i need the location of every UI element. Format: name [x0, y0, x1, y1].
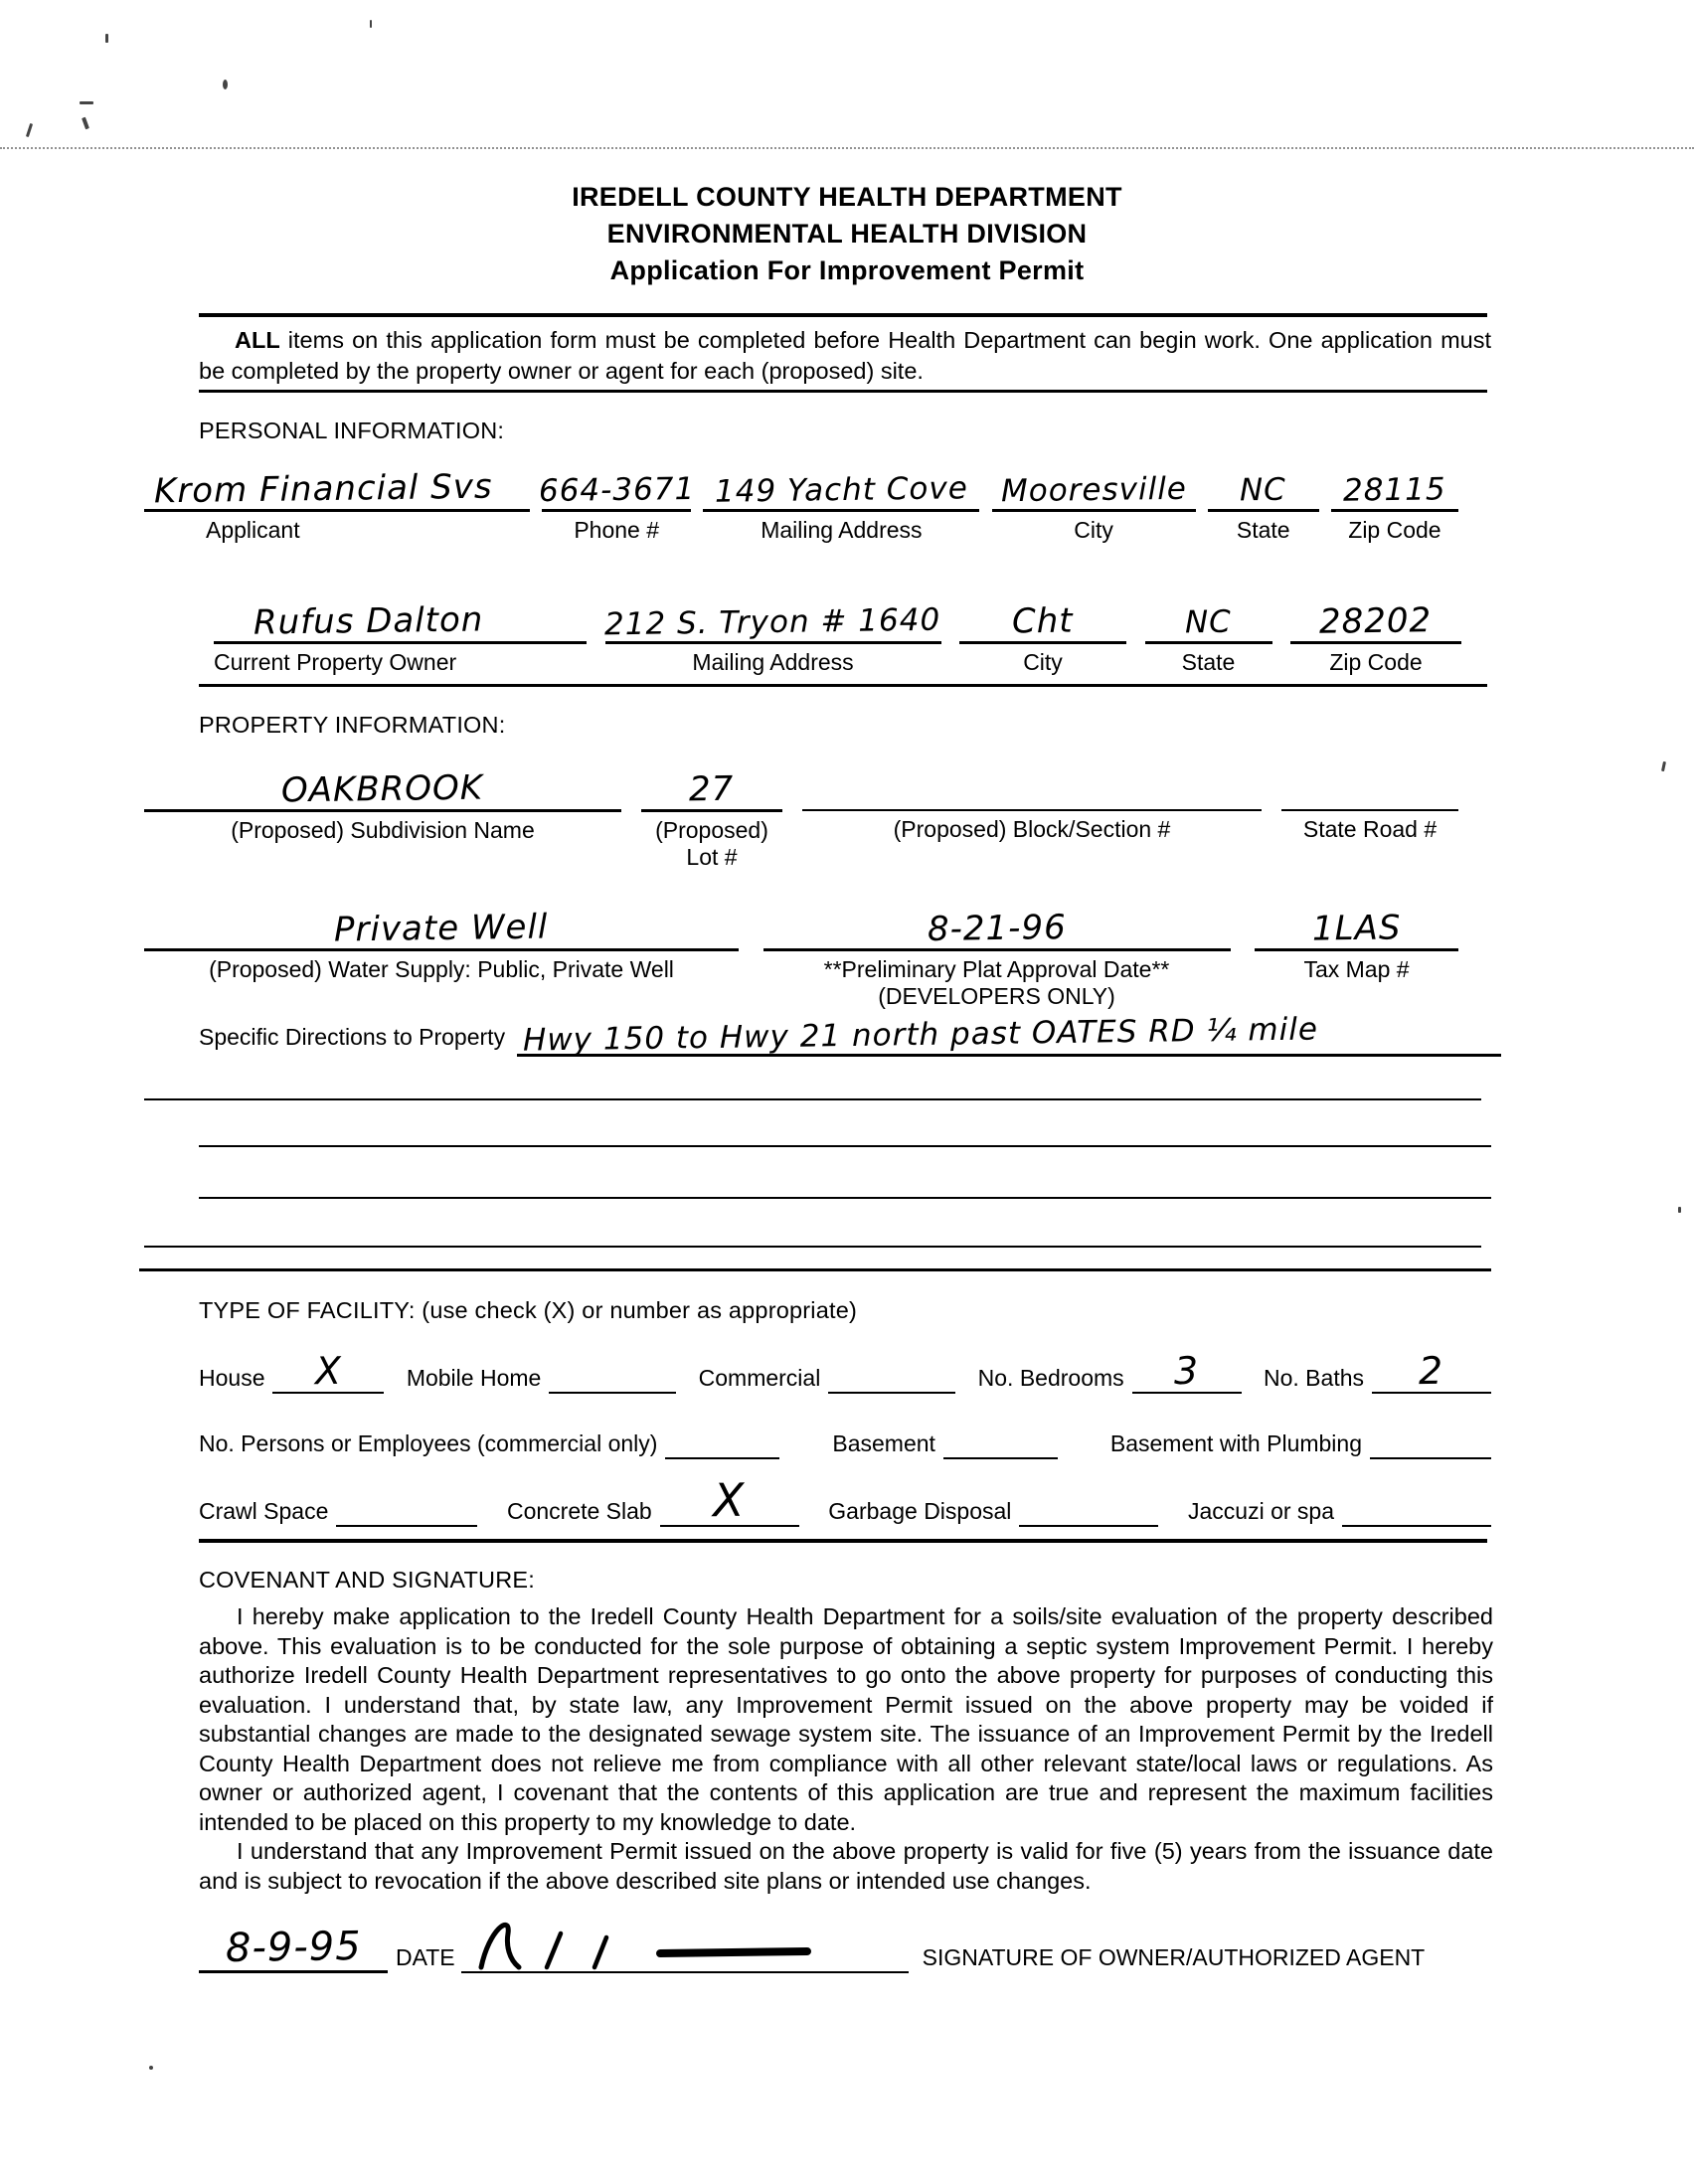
scan-artifact — [82, 117, 89, 130]
basement-field — [832, 1430, 1058, 1459]
phone-value: 664-3671 — [538, 470, 696, 510]
state-field — [1208, 447, 1319, 544]
owner-city-value: Cht — [1011, 600, 1075, 642]
divider-rule — [199, 1539, 1487, 1543]
plat-date-label: **Preliminary Plat Approval Date** — [823, 956, 1170, 982]
owner-mailing-field — [605, 580, 941, 676]
mobile-home-label: Mobile Home — [406, 1365, 542, 1391]
directions-label: Specific Directions to Property — [199, 1024, 506, 1050]
bedrooms-value: 3 — [1173, 1348, 1200, 1394]
blank-line — [199, 1145, 1491, 1147]
city-value: Mooresville — [1000, 470, 1187, 510]
covenant-heading: COVENANT AND SIGNATURE: — [199, 1567, 536, 1593]
signature-scribble — [461, 1912, 909, 1971]
water-supply-value: Private Well — [334, 907, 549, 950]
bedrooms-label: No. Bedrooms — [977, 1365, 1124, 1391]
mailing-address-value: 149 Yacht Cove — [714, 470, 969, 510]
owner-zip-value: 28202 — [1319, 600, 1433, 642]
owner-field — [214, 580, 587, 676]
plat-date-value: 8-21-96 — [927, 908, 1067, 949]
block-section-field — [802, 748, 1262, 871]
divider-rule — [199, 313, 1487, 317]
blank-line — [199, 1197, 1491, 1199]
owner-mailing-value: 212 S. Tryon # 1640 — [604, 601, 941, 643]
baths-label: No. Baths — [1264, 1365, 1364, 1391]
garbage-disposal-field — [828, 1498, 1158, 1527]
water-supply-label: (Proposed) Water Supply: Public, Private Well — [209, 956, 674, 982]
mobile-home-field — [407, 1365, 677, 1394]
scan-artifact — [80, 101, 93, 104]
tax-map-label: Tax Map # — [1303, 956, 1410, 982]
personal-row-applicant — [144, 447, 1458, 544]
owner-zip-label: Zip Code — [1329, 649, 1423, 675]
bedrooms-field — [977, 1348, 1242, 1394]
personal-info-heading: PERSONAL INFORMATION: — [199, 418, 505, 443]
city-field — [992, 447, 1196, 544]
lot-label: (Proposed) Lot # — [655, 817, 768, 870]
concrete-slab-field — [506, 1472, 799, 1528]
owner-state-value: NC — [1184, 603, 1233, 641]
directions-line — [517, 1002, 1501, 1057]
scan-artifact — [149, 2066, 153, 2070]
blank-line — [144, 1246, 1481, 1248]
property-row-subdivision — [144, 748, 1458, 871]
house-label: House — [199, 1365, 265, 1391]
signature-row — [199, 1911, 1496, 1973]
persons-label: No. Persons or Employees (commercial only) — [199, 1430, 658, 1456]
zip-field — [1331, 447, 1458, 544]
form-title-line2: ENVIRONMENTAL HEALTH DIVISION — [606, 219, 1088, 249]
scan-artifact — [105, 34, 108, 43]
concrete-slab-value: X — [713, 1472, 747, 1528]
scan-artifact — [1678, 1207, 1681, 1213]
facility-row-2 — [199, 1404, 1491, 1459]
block-section-label: (Proposed) Block/Section # — [893, 816, 1171, 842]
plat-date-sublabel: (DEVELOPERS ONLY) — [878, 983, 1115, 1009]
zip-label: Zip Code — [1348, 517, 1441, 543]
date-value: 8-9-95 — [225, 1924, 362, 1971]
state-label: State — [1236, 517, 1290, 543]
owner-state-label: State — [1181, 649, 1236, 675]
phone-label: Phone # — [574, 517, 660, 543]
blank-line — [139, 1268, 1491, 1271]
owner-value: Rufus Dalton — [253, 599, 484, 643]
owner-zip-field — [1290, 580, 1461, 676]
commercial-field — [699, 1365, 956, 1394]
garbage-disposal-label: Garbage Disposal — [828, 1498, 1012, 1524]
blank-line — [144, 1098, 1481, 1100]
tax-map-value: 1LAS — [1311, 908, 1402, 949]
signature-line — [461, 1912, 909, 1973]
state-value: NC — [1240, 471, 1287, 509]
intro-paragraph — [199, 325, 1491, 387]
divider-rule — [199, 390, 1487, 393]
form-title-line1: IREDELL COUNTY HEALTH DEPARTMENT — [572, 182, 1122, 212]
jaccuzi-label: Jaccuzi or spa — [1187, 1498, 1334, 1524]
applicant-label: Applicant — [206, 517, 300, 543]
jaccuzi-field — [1188, 1498, 1491, 1527]
water-supply-field — [144, 887, 739, 1010]
concrete-slab-label: Concrete Slab — [506, 1498, 652, 1524]
owner-city-field — [959, 580, 1126, 676]
baths-field — [1264, 1348, 1491, 1394]
house-value: X — [314, 1348, 343, 1394]
phone-field — [538, 447, 696, 544]
directions-row — [199, 1002, 1501, 1057]
owner-city-label: City — [1023, 649, 1063, 675]
baths-value: 2 — [1419, 1348, 1444, 1394]
intro-bold: ALL — [235, 327, 280, 353]
commercial-label: Commercial — [698, 1365, 821, 1391]
intro-text: items on this application form must be completed before Health Department can begin work. One application must be completed by the property owner or agent for each (proposed) site. — [199, 327, 1491, 384]
mailing-address-label: Mailing Address — [761, 517, 923, 543]
scan-artifact — [26, 123, 33, 137]
subdivision-field — [144, 748, 621, 871]
crawl-space-field — [199, 1498, 477, 1527]
owner-mailing-label: Mailing Address — [692, 649, 854, 675]
crawl-space-label: Crawl Space — [199, 1498, 329, 1524]
divider-rule — [199, 684, 1487, 687]
date-line — [199, 1911, 388, 1973]
scan-artifact — [1661, 761, 1666, 771]
basement-label: Basement — [832, 1430, 935, 1456]
personal-row-owner — [214, 580, 1461, 676]
form-title-line3: Application For Improvement Permit — [609, 255, 1085, 285]
subdivision-label: (Proposed) Subdivision Name — [231, 817, 535, 843]
tax-map-field — [1255, 887, 1458, 1010]
applicant-field — [144, 447, 530, 544]
form-header — [0, 179, 1694, 289]
covenant-paragraph-1: I hereby make application to the Iredell County Health Department for a soils/site evaluation of the property described above. This evaluation is to be conducted for the sole purpose of obtaining a septic system Improvement Permit. I hereby authorize Iredell County Health Department representatives to go onto the above property for purposes of conducting this evaluation. I understand that, by state law, any Improvement Permit issued on the above property may be voided if substantial changes are made to the designated sewage system site. The issuance of an Improvement Permit by the Iredell County Health Department does not relieve me from compliance with all other relevant state/local laws or regulations. As owner or authorized agent, I covenant that the contents of this application are true and represent the maximum facilities intended to be placed on this property to my knowledge to date. — [199, 1603, 1493, 1835]
signature-label: SIGNATURE OF OWNER/AUTHORIZED AGENT — [922, 1944, 1426, 1970]
persons-field — [199, 1430, 779, 1459]
state-road-label: State Road # — [1302, 816, 1438, 842]
property-row-water — [144, 887, 1458, 1010]
zip-value: 28115 — [1342, 471, 1446, 509]
mailing-address-field — [703, 447, 979, 544]
subdivision-value: OAKBROOK — [281, 767, 484, 811]
house-field — [199, 1348, 384, 1394]
state-road-field — [1281, 748, 1458, 871]
owner-label: Current Property Owner — [214, 649, 457, 675]
applicant-value: Krom Financial Svs — [153, 466, 493, 512]
plat-date-field — [763, 887, 1231, 1010]
covenant-text — [199, 1602, 1493, 1896]
basement-plumbing-label: Basement with Plumbing — [1109, 1430, 1362, 1456]
facility-row-1 — [199, 1338, 1491, 1394]
property-info-heading: PROPERTY INFORMATION: — [199, 712, 506, 738]
lot-field — [641, 748, 782, 871]
scan-artifact — [370, 20, 372, 28]
facility-row-3 — [199, 1469, 1491, 1527]
scan-dotted-line — [0, 147, 1694, 149]
date-label: DATE — [396, 1944, 455, 1970]
directions-value: Hwy 150 to Hwy 21 north past OATES RD ¼ mile — [522, 1011, 1319, 1059]
basement-plumbing-field — [1110, 1430, 1491, 1459]
facility-heading: TYPE OF FACILITY: (use check (X) or number as appropriate) — [199, 1297, 858, 1323]
lot-value: 27 — [689, 768, 735, 810]
scan-artifact — [223, 80, 228, 89]
owner-state-field — [1145, 580, 1272, 676]
covenant-paragraph-2: I understand that any Improvement Permit issued on the above property is valid for five (5) years from the issuance date and is subject to revocation if the above described site plans or intended use changes. — [199, 1838, 1493, 1894]
city-label: City — [1074, 517, 1113, 543]
